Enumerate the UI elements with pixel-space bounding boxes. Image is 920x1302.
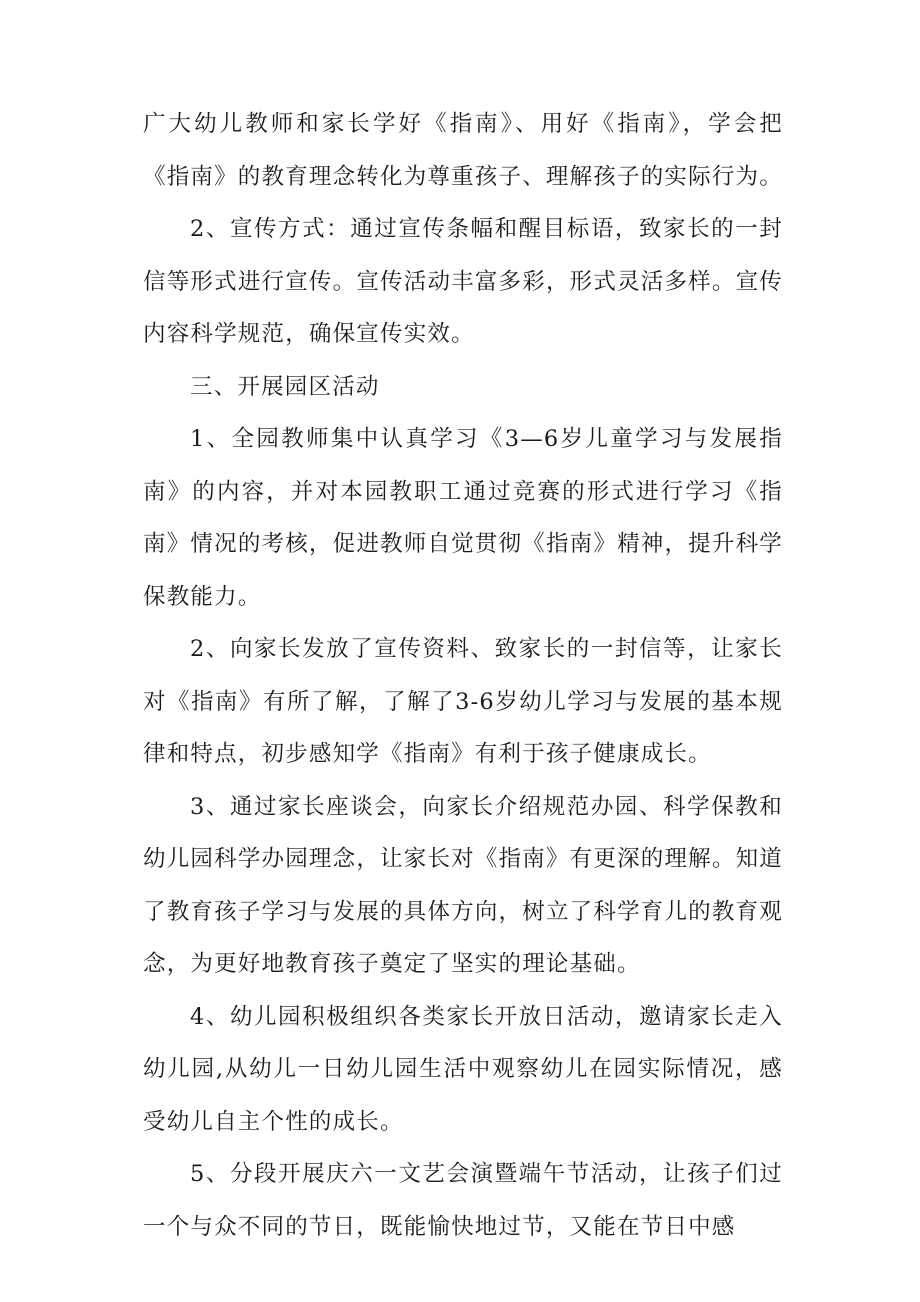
paragraph: 2、宣传方式：通过宣传条幅和醒目标语，致家长的一封信等形式进行宣传。宣传活动丰富多彩，形式灵活多样。宣传内容科学规范，确保宣传实效。 [143,216,783,347]
document-body [143,98,783,1253]
paragraph: 3、通过家长座谈会，向家长介绍规范办园、科学保教和幼儿园科学办园理念，让家长对《指南》有更深的理解。知道了教育孩子学习与发展的具体方向，树立了科学育儿的教育观念，为更好地教育孩子奠定了坚实的理论基础。 [143,793,783,977]
section-heading: 三、开展园区活动 [190,373,380,400]
paragraph: 4、幼儿园积极组织各类家长开放日活动，邀请家长走入幼儿园,从幼儿一日幼儿园生活中观察幼儿在园实际情况，感受幼儿自主个性的成长。 [143,1003,783,1135]
paragraph: 5、分段开展庆六一文艺会演暨端午节活动，让孩子们过一个与众不同的节日，既能愉快地过节，又能在节日中感 [143,1161,783,1240]
paragraph: 广大幼儿教师和家长学好《指南》、用好《指南》，学会把《指南》的教育理念转化为尊重孩子、理解孩子的实际行为。 [143,111,783,190]
paragraph: 1、全园教师集中认真学习《3—6岁儿童学习与发展指南》的内容，并对本园教职工通过竞赛的形式进行学习《指南》情况的考核，促进教师自觉贯彻《指南》精神，提升科学保教能力。 [143,426,783,610]
paragraph: 2、向家长发放了宣传资料、致家长的一封信等，让家长对《指南》有所了解，了解了3-6岁幼儿学习与发展的基本规律和特点，初步感知学《指南》有利于孩子健康成长。 [143,636,783,767]
